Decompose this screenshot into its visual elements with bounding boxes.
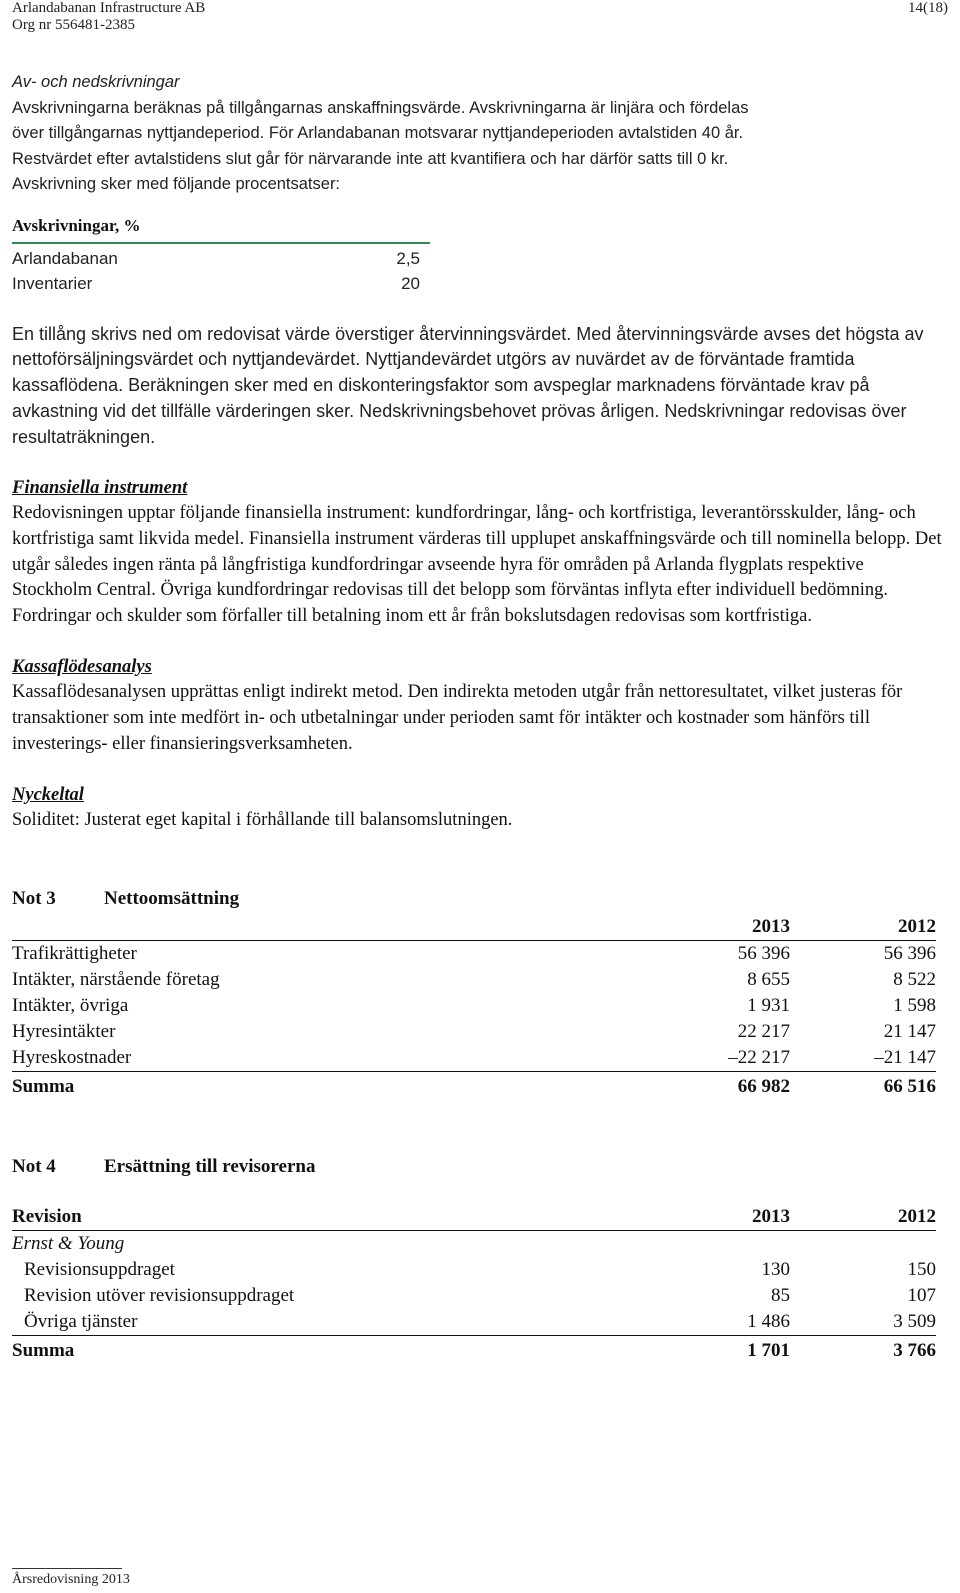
- page-header: [12, 0, 205, 34]
- year-2012: 2012: [790, 1204, 936, 1231]
- row-label: Hyresintäkter: [12, 1020, 116, 1042]
- row-value-2012: 56 396: [790, 940, 936, 967]
- cashflow-paragraph: Kassaflödesanalysen upprättas enligt indirekt metod. Den indirekta metoden utgår från nettoresultatet, vilket justeras för transaktioner som inte medfört in- och utbetalningar under perioden samt för intäkter och kostnader som hänförs till investerings- eller finansieringsverksamheten.: [12, 682, 903, 754]
- row-label: Hyreskostnader: [12, 1045, 660, 1072]
- page-footer: Årsredovisning 2013: [12, 1572, 130, 1587]
- audit-firm: Ernst & Young: [12, 1232, 125, 1254]
- firm-row: [12, 1230, 936, 1257]
- row-value-2013: 22 217: [737, 1020, 790, 1042]
- green-divider: [12, 242, 430, 244]
- table-row: [12, 1019, 936, 1045]
- table-row: [12, 1257, 936, 1283]
- year-2012: 2012: [898, 915, 936, 937]
- depreciation-line: över tillgångarnas nyttjandeperiod. För Arlandabanan motsvarar nyttjandeperioden avtalstiden 40 år.: [12, 124, 744, 142]
- note3-heading: Nettoomsättning: [104, 887, 240, 909]
- row-value-2013: 1 931: [747, 994, 790, 1016]
- total-2012: 3 766: [893, 1339, 936, 1361]
- depreciation-value: 2,5: [396, 248, 420, 268]
- depreciation-line: Avskrivningarna beräknas på tillgångarnas anskaffningsvärde. Avskrivningarna är linjära och fördelas: [12, 98, 749, 117]
- keyratios-heading: Nyckeltal: [12, 785, 84, 806]
- document-body: [12, 70, 947, 1366]
- total-2013: 1 701: [747, 1339, 790, 1361]
- depreciation-table: [12, 246, 947, 296]
- table-header-row: [12, 1204, 936, 1231]
- row-value-2012: –21 147: [790, 1045, 936, 1072]
- note4-number: Not 4: [12, 1155, 56, 1177]
- row-value-2013: 85: [771, 1284, 790, 1306]
- row-value-2013: –22 217: [660, 1045, 790, 1072]
- depreciation-table-heading: Avskrivningar, %: [12, 215, 141, 235]
- total-2012: 66 516: [883, 1075, 936, 1097]
- table-row: [12, 993, 936, 1019]
- depreciation-line: Restvärdet efter avtalstidens slut går för närvarande inte att kvantifiera och har därför satts till 0 kr.: [12, 149, 729, 168]
- row-label: Trafikrättigheter: [12, 940, 660, 967]
- note3-number: Not 3: [12, 887, 56, 909]
- depreciation-section: [12, 70, 947, 198]
- note3-table: [12, 914, 936, 1102]
- table-row: [12, 967, 936, 993]
- total-label: Summa: [12, 1075, 75, 1097]
- depreciation-label: Inventarier: [12, 273, 93, 293]
- table-row: [12, 940, 936, 967]
- year-2013: 2013: [752, 915, 790, 937]
- row-label: Intäkter, övriga: [12, 994, 129, 1016]
- table-header-row: [12, 914, 936, 941]
- row-label: Revision utöver revisionsuppdraget: [24, 1284, 295, 1306]
- table-row: [12, 1045, 936, 1072]
- depreciation-row: [12, 246, 420, 271]
- row-value-2012: 3 509: [790, 1309, 936, 1336]
- depreciation-heading: Av- och nedskrivningar: [12, 73, 180, 91]
- row-value-2012: 1 598: [893, 994, 936, 1016]
- total-row: [12, 1335, 936, 1366]
- cashflow-heading: Kassaflödesanalys: [12, 657, 152, 678]
- row-value-2013: 1 486: [660, 1309, 790, 1336]
- row-label: Övriga tjänster: [12, 1309, 660, 1336]
- table-row: [12, 1309, 936, 1336]
- row-label: Intäkter, närstående företag: [12, 968, 220, 990]
- depreciation-line: Avskrivning sker med följande procentsatser:: [12, 175, 341, 193]
- row-value-2012: 107: [907, 1284, 936, 1306]
- total-2013: 66 982: [737, 1075, 790, 1097]
- company-name: Arlandabanan Infrastructure AB: [12, 0, 206, 16]
- depreciation-label: Arlandabanan: [12, 248, 118, 268]
- note3-title: [12, 886, 947, 912]
- row-value-2013: 56 396: [660, 940, 790, 967]
- total-row: [12, 1071, 936, 1102]
- org-number: Org nr 556481-2385: [12, 17, 136, 33]
- note4-title: [12, 1154, 947, 1180]
- financial-instruments-heading: Finansiella instrument: [12, 478, 188, 499]
- row-value-2013: 130: [761, 1258, 790, 1280]
- impairment-paragraph: En tillång skrivs ned om redovisat värde överstiger återvinningsvärdet. Med återvinningsvärde avses det högsta av nettoförsäljningsvärdet och nyttjandevärdet. Nyttjandevärdet utgörs av nuvärdet av de förväntade framtida kassaflödena. Beräkningen sker med en diskonteringsfaktor som avspeglar marknadens förväntade krav på avkastning vid det tillfälle värderingen sker. Nedskrivningsbehovet prövas årligen. Nedskrivningar redovisas över resultaträkningen.: [12, 323, 924, 447]
- note4-table: [12, 1204, 936, 1366]
- total-label: Summa: [12, 1339, 75, 1361]
- depreciation-row: [12, 271, 420, 296]
- note4-heading: Ersättning till revisorerna: [104, 1155, 316, 1177]
- depreciation-value: 20: [401, 273, 420, 293]
- row-value-2012: 21 147: [883, 1020, 936, 1042]
- financial-instruments-paragraph: Redovisningen upptar följande finansiella instrument: kundfordringar, lång- och kortfristiga, leverantörsskulder, lång- och kortfristiga samt likvida medel. Finansiella instrument värderas till upplupet anskaffningsvärde och till nominella belopp. Det utgår således ingen ränta på långfristiga kundfordringar avseende hyra för områden på Arlanda flygplats respektive Stockholm Central. Övriga kundfordringar redovisas till det belopp som förväntas inflyta efter individuell bedömning. Fordringar och skulder som förfaller till betalning inom ett år från bokslutsdagen redovisas som kortfristiga.: [12, 503, 942, 626]
- row-label: Revisionsuppdraget: [24, 1258, 175, 1280]
- keyratios-paragraph: Soliditet: Justerat eget kapital i förhållande till balansomslutningen.: [12, 810, 513, 831]
- row-value-2012: 8 522: [893, 968, 936, 990]
- footer-divider: [12, 1568, 122, 1569]
- row-value-2013: 8 655: [747, 968, 790, 990]
- table-row: [12, 1283, 936, 1309]
- row-value-2012: 150: [907, 1258, 936, 1280]
- page-number: 14(18): [908, 0, 948, 16]
- col-label-revision: Revision: [12, 1204, 660, 1231]
- year-2013: 2013: [660, 1204, 790, 1231]
